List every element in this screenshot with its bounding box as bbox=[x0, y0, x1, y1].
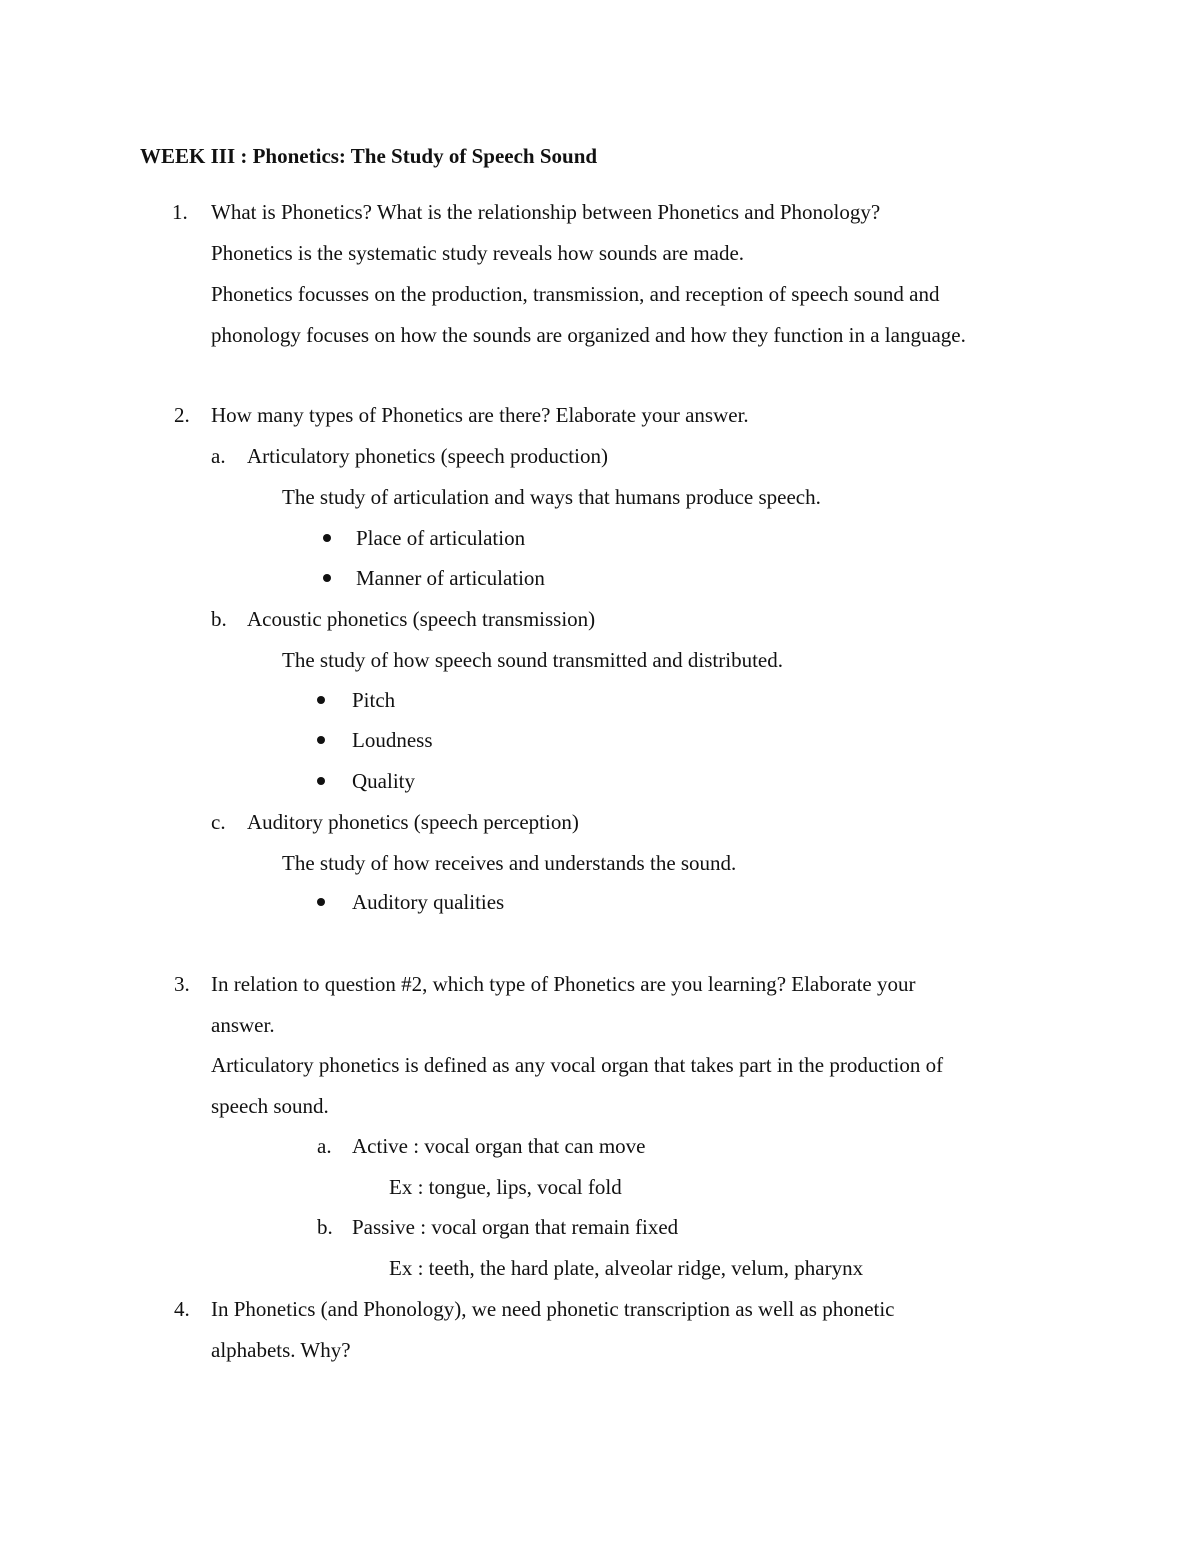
q4-number: 4. bbox=[174, 1297, 190, 1321]
q2-c-desc: The study of how receives and understands the sound. bbox=[282, 851, 737, 875]
q2-b-label: Acoustic phonetics (speech transmission) bbox=[247, 607, 596, 631]
bullet-dot bbox=[317, 696, 325, 704]
q3-b-example: Ex : teeth, the hard plate, alveolar ridge, velum, pharynx bbox=[389, 1256, 864, 1280]
q3-number: 3. bbox=[174, 972, 190, 996]
q2-c-marker: c. bbox=[211, 810, 226, 834]
q3-question-line-2: answer. bbox=[211, 1013, 275, 1037]
document-title: WEEK III : Phonetics: The Study of Speech Sound bbox=[140, 144, 598, 168]
q3-b-label: Passive : vocal organ that remain fixed bbox=[352, 1215, 679, 1239]
q2-c-bullet-1: Auditory qualities bbox=[352, 890, 505, 914]
q2-b-bullet-3: Quality bbox=[352, 769, 415, 793]
q2-a-marker: a. bbox=[211, 444, 226, 468]
q3-a-label: Active : vocal organ that can move bbox=[352, 1134, 646, 1158]
q2-number: 2. bbox=[174, 403, 190, 427]
q2-a-bullet-1: Place of articulation bbox=[356, 526, 526, 550]
bullet-dot bbox=[317, 777, 325, 785]
q2-b-desc: The study of how speech sound transmitted and distributed. bbox=[282, 648, 783, 672]
q1-number: 1. bbox=[172, 200, 188, 224]
q1-answer-line-2: Phonetics focusses on the production, transmission, and reception of speech sound and bbox=[211, 282, 940, 306]
q1-question: What is Phonetics? What is the relationship between Phonetics and Phonology? bbox=[211, 200, 881, 224]
q3-a-marker: a. bbox=[317, 1134, 332, 1158]
q2-a-desc: The study of articulation and ways that humans produce speech. bbox=[282, 485, 821, 509]
q2-question: How many types of Phonetics are there? Elaborate your answer. bbox=[211, 403, 749, 427]
bullet-dot bbox=[323, 574, 331, 582]
q2-b-marker: b. bbox=[211, 607, 227, 631]
q3-a-example: Ex : tongue, lips, vocal fold bbox=[389, 1175, 622, 1199]
bullet-dot bbox=[323, 534, 331, 542]
bullet-dot bbox=[317, 898, 325, 906]
q2-b-bullet-2: Loudness bbox=[352, 728, 433, 752]
q3-b-marker: b. bbox=[317, 1215, 333, 1239]
q1-answer-line-1: Phonetics is the systematic study reveals how sounds are made. bbox=[211, 241, 745, 265]
q3-answer-line-2: speech sound. bbox=[211, 1094, 329, 1118]
bullet-dot bbox=[317, 736, 325, 744]
q2-a-label: Articulatory phonetics (speech production) bbox=[247, 444, 608, 468]
q2-c-label: Auditory phonetics (speech perception) bbox=[247, 810, 579, 834]
q1-answer-line-3: phonology focuses on how the sounds are organized and how they function in a language. bbox=[211, 323, 966, 347]
q2-b-bullet-1: Pitch bbox=[352, 688, 396, 712]
q3-question-line-1: In relation to question #2, which type of Phonetics are you learning? Elaborate your bbox=[211, 972, 916, 996]
q3-answer-line-1: Articulatory phonetics is defined as any vocal organ that takes part in the production of bbox=[211, 1053, 944, 1077]
q2-a-bullet-2: Manner of articulation bbox=[356, 566, 545, 590]
q4-question-line-1: In Phonetics (and Phonology), we need phonetic transcription as well as phonetic bbox=[211, 1297, 895, 1321]
q4-question-line-2: alphabets. Why? bbox=[211, 1338, 351, 1362]
